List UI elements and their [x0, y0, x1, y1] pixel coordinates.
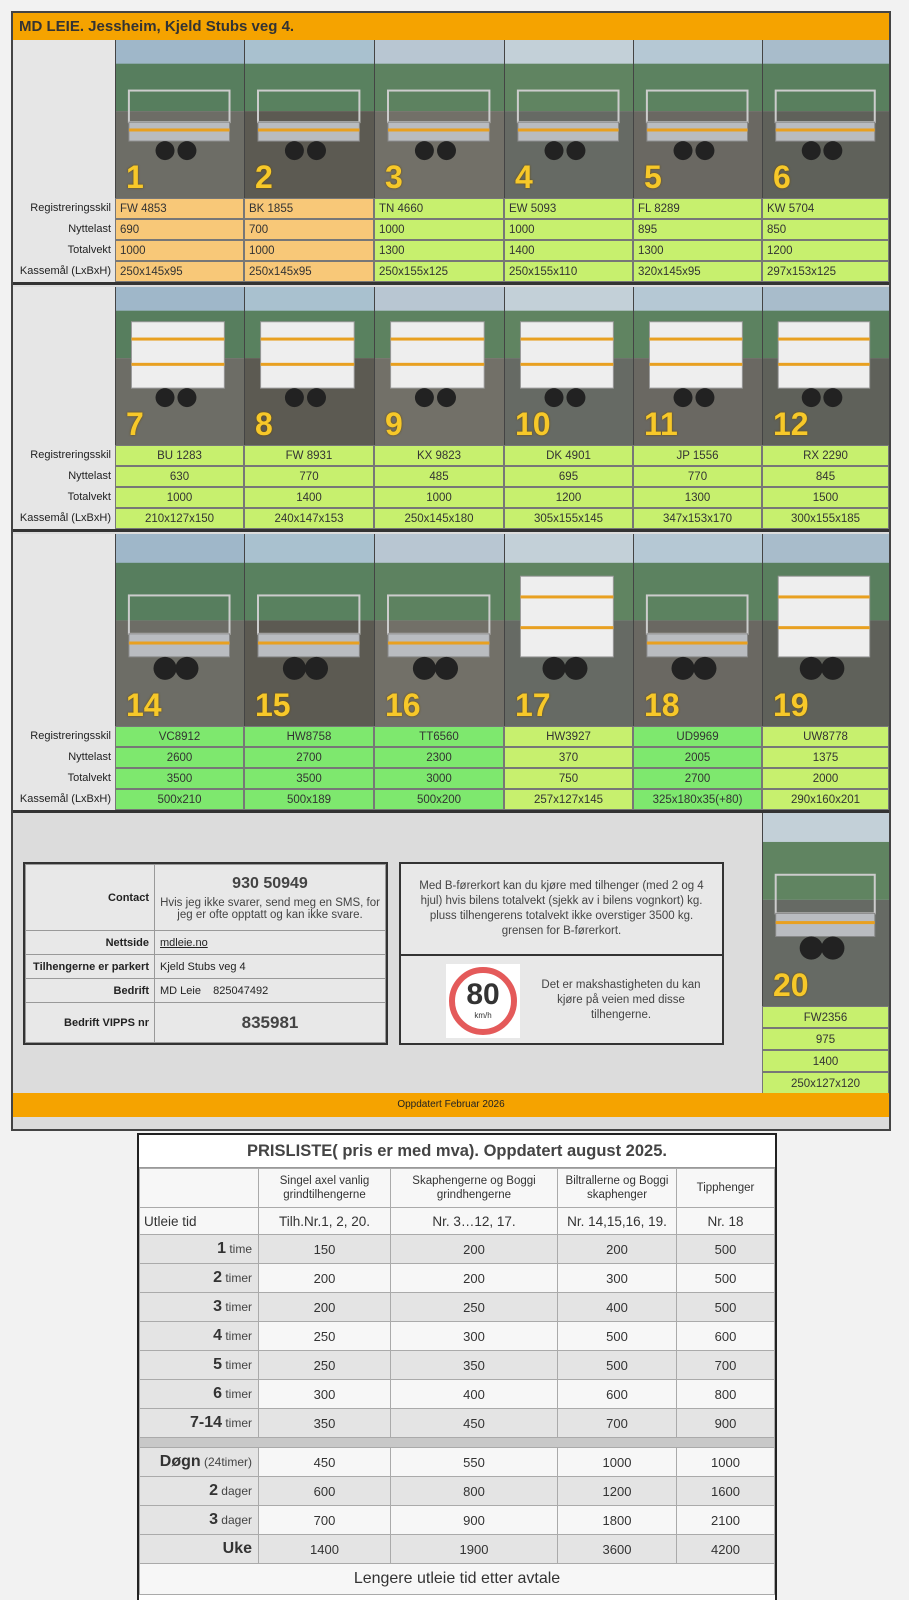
website-link[interactable]: mdleie.no — [160, 936, 208, 949]
row-label-total: Totalvekt — [67, 772, 111, 784]
price-row — [140, 1293, 775, 1322]
price-cell: 200 — [391, 1264, 558, 1293]
trailer-reg: JP 1556 — [633, 445, 762, 466]
trailer-nytte: 850 — [762, 219, 889, 240]
section-divider — [13, 529, 889, 532]
trailer-total: 1200 — [504, 487, 633, 508]
trailer-total: 1400 — [762, 1050, 889, 1072]
trailer-total: 1000 — [115, 487, 244, 508]
price-cell: 4200 — [677, 1535, 775, 1564]
trailer-number: 5 — [644, 159, 662, 195]
trailer-kasse: 290x160x201 — [762, 789, 889, 810]
trailer-kasse: 305x155x145 — [504, 508, 633, 529]
trailer-total: 1000 — [244, 240, 374, 261]
trailer-reg: KX 9823 — [374, 445, 504, 466]
trailer-total: 1300 — [374, 240, 504, 261]
trailer-total: 1000 — [115, 240, 244, 261]
website-label: Nettside — [26, 931, 155, 955]
trailer-nytte: 630 — [115, 466, 244, 487]
price-cell: 500 — [558, 1351, 677, 1380]
row-label-reg: Registreringsskil — [30, 449, 111, 461]
price-row — [140, 1448, 775, 1477]
trailer-numbers-row — [140, 1208, 775, 1235]
trailer-number: 6 — [773, 159, 791, 195]
trailer-nytte: 895 — [633, 219, 762, 240]
trailer-number: 20 — [773, 967, 809, 1003]
license-box — [399, 862, 724, 956]
trailer-kasse: 250x127x120 — [762, 1072, 889, 1094]
trailer-number: 19 — [773, 687, 809, 723]
trailer-number: 16 — [385, 687, 421, 723]
trailer-nytte: 700 — [244, 219, 374, 240]
trailer-number: 1 — [126, 159, 144, 195]
section-divider — [13, 810, 889, 813]
contact-label: Contact — [26, 865, 155, 931]
trailer-photo — [633, 534, 762, 726]
price-cell: 450 — [259, 1448, 391, 1477]
rental-period: Uke — [140, 1535, 259, 1564]
price-cell: 1000 — [677, 1448, 775, 1477]
trailer-nytte: 770 — [244, 466, 374, 487]
price-cell: 600 — [677, 1322, 775, 1351]
row-label-reg: Registreringsskil — [30, 730, 111, 742]
price-cell: 450 — [391, 1409, 558, 1438]
price-cell: 900 — [677, 1409, 775, 1438]
price-column-header: Skaphengerne og Boggi grindhengerne — [391, 1169, 558, 1208]
trailer-nytte: 485 — [374, 466, 504, 487]
trailer-nytte: 1375 — [762, 747, 889, 768]
trailer-total: 1500 — [762, 487, 889, 508]
price-cell: 500 — [677, 1235, 775, 1264]
price-cell: 300 — [391, 1322, 558, 1351]
price-list-title: PRISLISTE( pris er med mva). Oppdatert august 2025. — [139, 1135, 775, 1168]
trailer-number: 10 — [515, 406, 551, 442]
price-cell: 200 — [259, 1264, 391, 1293]
trailer-photo — [115, 40, 244, 198]
trailer-photo — [374, 287, 504, 445]
trailer-kasse: 300x155x185 — [762, 508, 889, 529]
trailer-nytte: 975 — [762, 1028, 889, 1050]
trailer-number: 11 — [644, 406, 678, 442]
rental-period: 1 time — [140, 1235, 259, 1264]
trailer-photo — [762, 40, 889, 198]
rental-period: 2 timer — [140, 1264, 259, 1293]
trailer-total: 1200 — [762, 240, 889, 261]
sheet-title: MD LEIE. Jessheim, Kjeld Stubs veg 4. — [13, 13, 889, 40]
rental-period: Døgn (24timer) — [140, 1448, 259, 1477]
trailer-nytte: 845 — [762, 466, 889, 487]
price-row — [140, 1477, 775, 1506]
price-row — [140, 1535, 775, 1564]
row-label-total: Totalvekt — [67, 244, 111, 256]
trailer-number: 4 — [515, 159, 533, 195]
trailer-kasse: 320x145x95 — [633, 261, 762, 282]
vipps-label: Bedrift VIPPS nr — [26, 1003, 155, 1043]
price-cell: 1900 — [391, 1535, 558, 1564]
row-labels — [13, 534, 115, 810]
trailer-nytte: 2600 — [115, 747, 244, 768]
rental-period: 5 timer — [140, 1351, 259, 1380]
trailer-photo — [633, 287, 762, 445]
trailer-total: 2700 — [633, 768, 762, 789]
price-cell: 200 — [558, 1235, 677, 1264]
price-row — [140, 1380, 775, 1409]
trailer-total: 3000 — [374, 768, 504, 789]
price-row — [140, 1506, 775, 1535]
trailer-reg: BK 1855 — [244, 198, 374, 219]
trailer-nytte: 1000 — [374, 219, 504, 240]
price-header-row — [140, 1169, 775, 1208]
company-info: MD Leie 825047492 — [155, 979, 386, 1003]
trailer-reg: DK 4901 — [504, 445, 633, 466]
trailer-nytte: 1000 — [504, 219, 633, 240]
trailer-total: 1400 — [504, 240, 633, 261]
price-cell: 700 — [259, 1506, 391, 1535]
price-spacer-row — [140, 1438, 775, 1448]
trailer-kasse: 250x155x125 — [374, 261, 504, 282]
rental-period: 7-14 timer — [140, 1409, 259, 1438]
trailer-photo — [115, 534, 244, 726]
parking-address: Kjeld Stubs veg 4 — [155, 955, 386, 979]
trailer-reg: UW8778 — [762, 726, 889, 747]
trailer-nytte: 370 — [504, 747, 633, 768]
price-cell: 300 — [259, 1380, 391, 1409]
price-cell: 700 — [558, 1409, 677, 1438]
price-cell: 500 — [677, 1293, 775, 1322]
price-cell: 800 — [391, 1477, 558, 1506]
trailer-photo — [504, 40, 633, 198]
price-row — [140, 1351, 775, 1380]
trailer-nums-cell: Nr. 14,15,16, 19. — [558, 1208, 677, 1235]
price-cell: 700 — [677, 1351, 775, 1380]
row-labels — [13, 287, 115, 529]
price-cell: 1000 — [558, 1448, 677, 1477]
trailer-reg: FL 8289 — [633, 198, 762, 219]
trailer-number: 17 — [515, 687, 551, 723]
trailer-number: 12 — [773, 406, 809, 442]
row-label-nytte: Nyttelast — [68, 470, 111, 482]
trailer-photo — [244, 40, 374, 198]
row-label-nytte: Nyttelast — [68, 223, 111, 235]
trailer-photo — [374, 534, 504, 726]
trailer-number: 7 — [126, 406, 144, 442]
trailer-photo — [633, 40, 762, 198]
trailer-photo — [762, 287, 889, 445]
trailer-total: 1400 — [244, 487, 374, 508]
contact-box — [23, 862, 388, 1045]
trailer-photo — [504, 287, 633, 445]
trailer-number: 2 — [255, 159, 273, 195]
price-column-header: Singel axel vanlig grindtilhengerne — [259, 1169, 391, 1208]
trailer-section — [13, 287, 889, 529]
trailer-total: 1000 — [374, 487, 504, 508]
trailer-total: 3500 — [115, 768, 244, 789]
trailer-number: 3 — [385, 159, 403, 195]
rental-period: 6 timer — [140, 1380, 259, 1409]
price-footer: Lengere utleie tid etter avtale — [140, 1564, 775, 1595]
row-label-total: Totalvekt — [67, 491, 111, 503]
row-label-kasse: Kassemål (LxBxH) — [19, 265, 111, 277]
price-cell: 1800 — [558, 1506, 677, 1535]
price-row — [140, 1409, 775, 1438]
trailer-reg: FW2356 — [762, 1006, 889, 1028]
contact-note: Hvis jeg ikke svarer, send meg en SMS, for jeg er ofte opptatt og kan ikke svare. — [160, 896, 380, 921]
trailer-photo — [762, 813, 889, 1006]
trailer-kasse: 257x127x145 — [504, 789, 633, 810]
price-cell: 350 — [391, 1351, 558, 1380]
trailer-kasse: 210x127x150 — [115, 508, 244, 529]
price-cell: 350 — [259, 1409, 391, 1438]
trailer-reg: UD9969 — [633, 726, 762, 747]
row-label-nytte: Nyttelast — [68, 751, 111, 763]
trailer-number: 14 — [126, 687, 162, 723]
price-cell: 400 — [391, 1380, 558, 1409]
trailer-total: 1300 — [633, 240, 762, 261]
trailer-photo — [115, 287, 244, 445]
trailer-number: 18 — [644, 687, 680, 723]
speed-sign — [446, 964, 520, 1038]
row-label-reg: Registreringsskil — [30, 202, 111, 214]
trailer-kasse: 250x145x95 — [115, 261, 244, 282]
price-cell: 1600 — [677, 1477, 775, 1506]
trailer-number: 9 — [385, 406, 403, 442]
price-row — [140, 1264, 775, 1293]
price-cell: 3600 — [558, 1535, 677, 1564]
trailer-kasse: 325x180x35(+80) — [633, 789, 762, 810]
trailer-reg: RX 2290 — [762, 445, 889, 466]
price-list — [137, 1133, 777, 1600]
price-cell: 2100 — [677, 1506, 775, 1535]
trailer-total: 2000 — [762, 768, 889, 789]
parking-label: Tilhengerne er parkert — [26, 955, 155, 979]
price-footer-row — [140, 1564, 775, 1595]
price-cell: 500 — [558, 1322, 677, 1351]
price-column-header: Tipphenger — [677, 1169, 775, 1208]
trailer-kasse: 500x210 — [115, 789, 244, 810]
price-cell: 250 — [259, 1351, 391, 1380]
trailer-reg: EW 5093 — [504, 198, 633, 219]
trailer-kasse: 347x153x170 — [633, 508, 762, 529]
row-label-kasse: Kassemål (LxBxH) — [19, 793, 111, 805]
trailer-nytte: 2005 — [633, 747, 762, 768]
trailer-nums-cell: Tilh.Nr.1, 2, 20. — [259, 1208, 391, 1235]
trailer-section — [13, 534, 889, 810]
price-cell: 1400 — [259, 1535, 391, 1564]
trailer-reg: TT6560 — [374, 726, 504, 747]
price-cell: 600 — [558, 1380, 677, 1409]
trailer-kasse: 500x200 — [374, 789, 504, 810]
trailer-nytte: 690 — [115, 219, 244, 240]
trailer-reg: FW 8931 — [244, 445, 374, 466]
trailer-nytte: 2300 — [374, 747, 504, 768]
price-column-header: Biltrallerne og Boggi skaphenger — [558, 1169, 677, 1208]
price-cell: 250 — [259, 1322, 391, 1351]
trailer-photo — [762, 534, 889, 726]
price-row — [140, 1322, 775, 1351]
trailer-nums-cell: Nr. 3…12, 17. — [391, 1208, 558, 1235]
price-cell: 500 — [677, 1264, 775, 1293]
speed-unit: km/h — [474, 1011, 492, 1020]
row-label-kasse: Kassemål (LxBxH) — [19, 512, 111, 524]
trailer-kasse: 250x155x110 — [504, 261, 633, 282]
trailer-total: 1300 — [633, 487, 762, 508]
row-labels — [13, 40, 115, 282]
trailer-total: 750 — [504, 768, 633, 789]
price-table — [139, 1168, 775, 1595]
price-cell: 200 — [391, 1235, 558, 1264]
updated-banner: Oppdatert Februar 2026 — [13, 1093, 889, 1117]
price-cell: 600 — [259, 1477, 391, 1506]
trailer-kasse: 240x147x153 — [244, 508, 374, 529]
section-divider — [13, 282, 889, 285]
price-cell: 1200 — [558, 1477, 677, 1506]
trailer-kasse: 250x145x95 — [244, 261, 374, 282]
rent-label: Utleie tid — [140, 1208, 259, 1235]
price-cell: 550 — [391, 1448, 558, 1477]
trailer-photo — [244, 534, 374, 726]
trailer-reg: FW 4853 — [115, 198, 244, 219]
trailer-reg: BU 1283 — [115, 445, 244, 466]
trailer-nytte: 770 — [633, 466, 762, 487]
trailer-number: 8 — [255, 406, 273, 442]
price-cell: 250 — [391, 1293, 558, 1322]
trailer-reg: HW3927 — [504, 726, 633, 747]
price-cell: 400 — [558, 1293, 677, 1322]
trailer-photo — [244, 287, 374, 445]
trailer-reg: VC8912 — [115, 726, 244, 747]
trailer-photo — [374, 40, 504, 198]
rental-period: 2 dager — [140, 1477, 259, 1506]
price-cell: 200 — [259, 1293, 391, 1322]
trailer-nums-cell: Nr. 18 — [677, 1208, 775, 1235]
rental-period: 3 timer — [140, 1293, 259, 1322]
trailer-number: 15 — [255, 687, 291, 723]
trailer-reg: TN 4660 — [374, 198, 504, 219]
speed-text: Det er makshastigheten du kan kjøre på veien med disse tilhengerne. — [541, 979, 701, 1021]
price-row — [140, 1235, 775, 1264]
trailer-sheet — [11, 11, 891, 1131]
price-cell: 150 — [259, 1235, 391, 1264]
trailer-nytte: 2700 — [244, 747, 374, 768]
trailer-kasse: 250x145x180 — [374, 508, 504, 529]
license-text: Med B-førerkort kan du kjøre med tilhenger (med 2 og 4 hjul) hvis bilens totalvekt (sjekk av i bilens vognkort) kg. pluss tilhengerens totalvekt ikke overstiger 3500 kg. grensen for B-førerkort. — [419, 880, 704, 937]
price-cell: 900 — [391, 1506, 558, 1535]
phone-number[interactable]: 930 50949 — [232, 874, 308, 892]
speed-value: 80 — [466, 978, 500, 1011]
rental-period: 3 dager — [140, 1506, 259, 1535]
price-cell: 800 — [677, 1380, 775, 1409]
company-label: Bedrift — [26, 979, 155, 1003]
price-cell: 300 — [558, 1264, 677, 1293]
trailer-total: 3500 — [244, 768, 374, 789]
trailer-reg: HW8758 — [244, 726, 374, 747]
rental-period: 4 timer — [140, 1322, 259, 1351]
trailer-reg: KW 5704 — [762, 198, 889, 219]
trailer-nytte: 695 — [504, 466, 633, 487]
trailer-section — [13, 40, 889, 282]
trailer-kasse: 297x153x125 — [762, 261, 889, 282]
trailer-kasse: 500x189 — [244, 789, 374, 810]
speed-box — [399, 954, 724, 1045]
vipps-number: 835981 — [155, 1003, 386, 1043]
trailer-photo — [504, 534, 633, 726]
